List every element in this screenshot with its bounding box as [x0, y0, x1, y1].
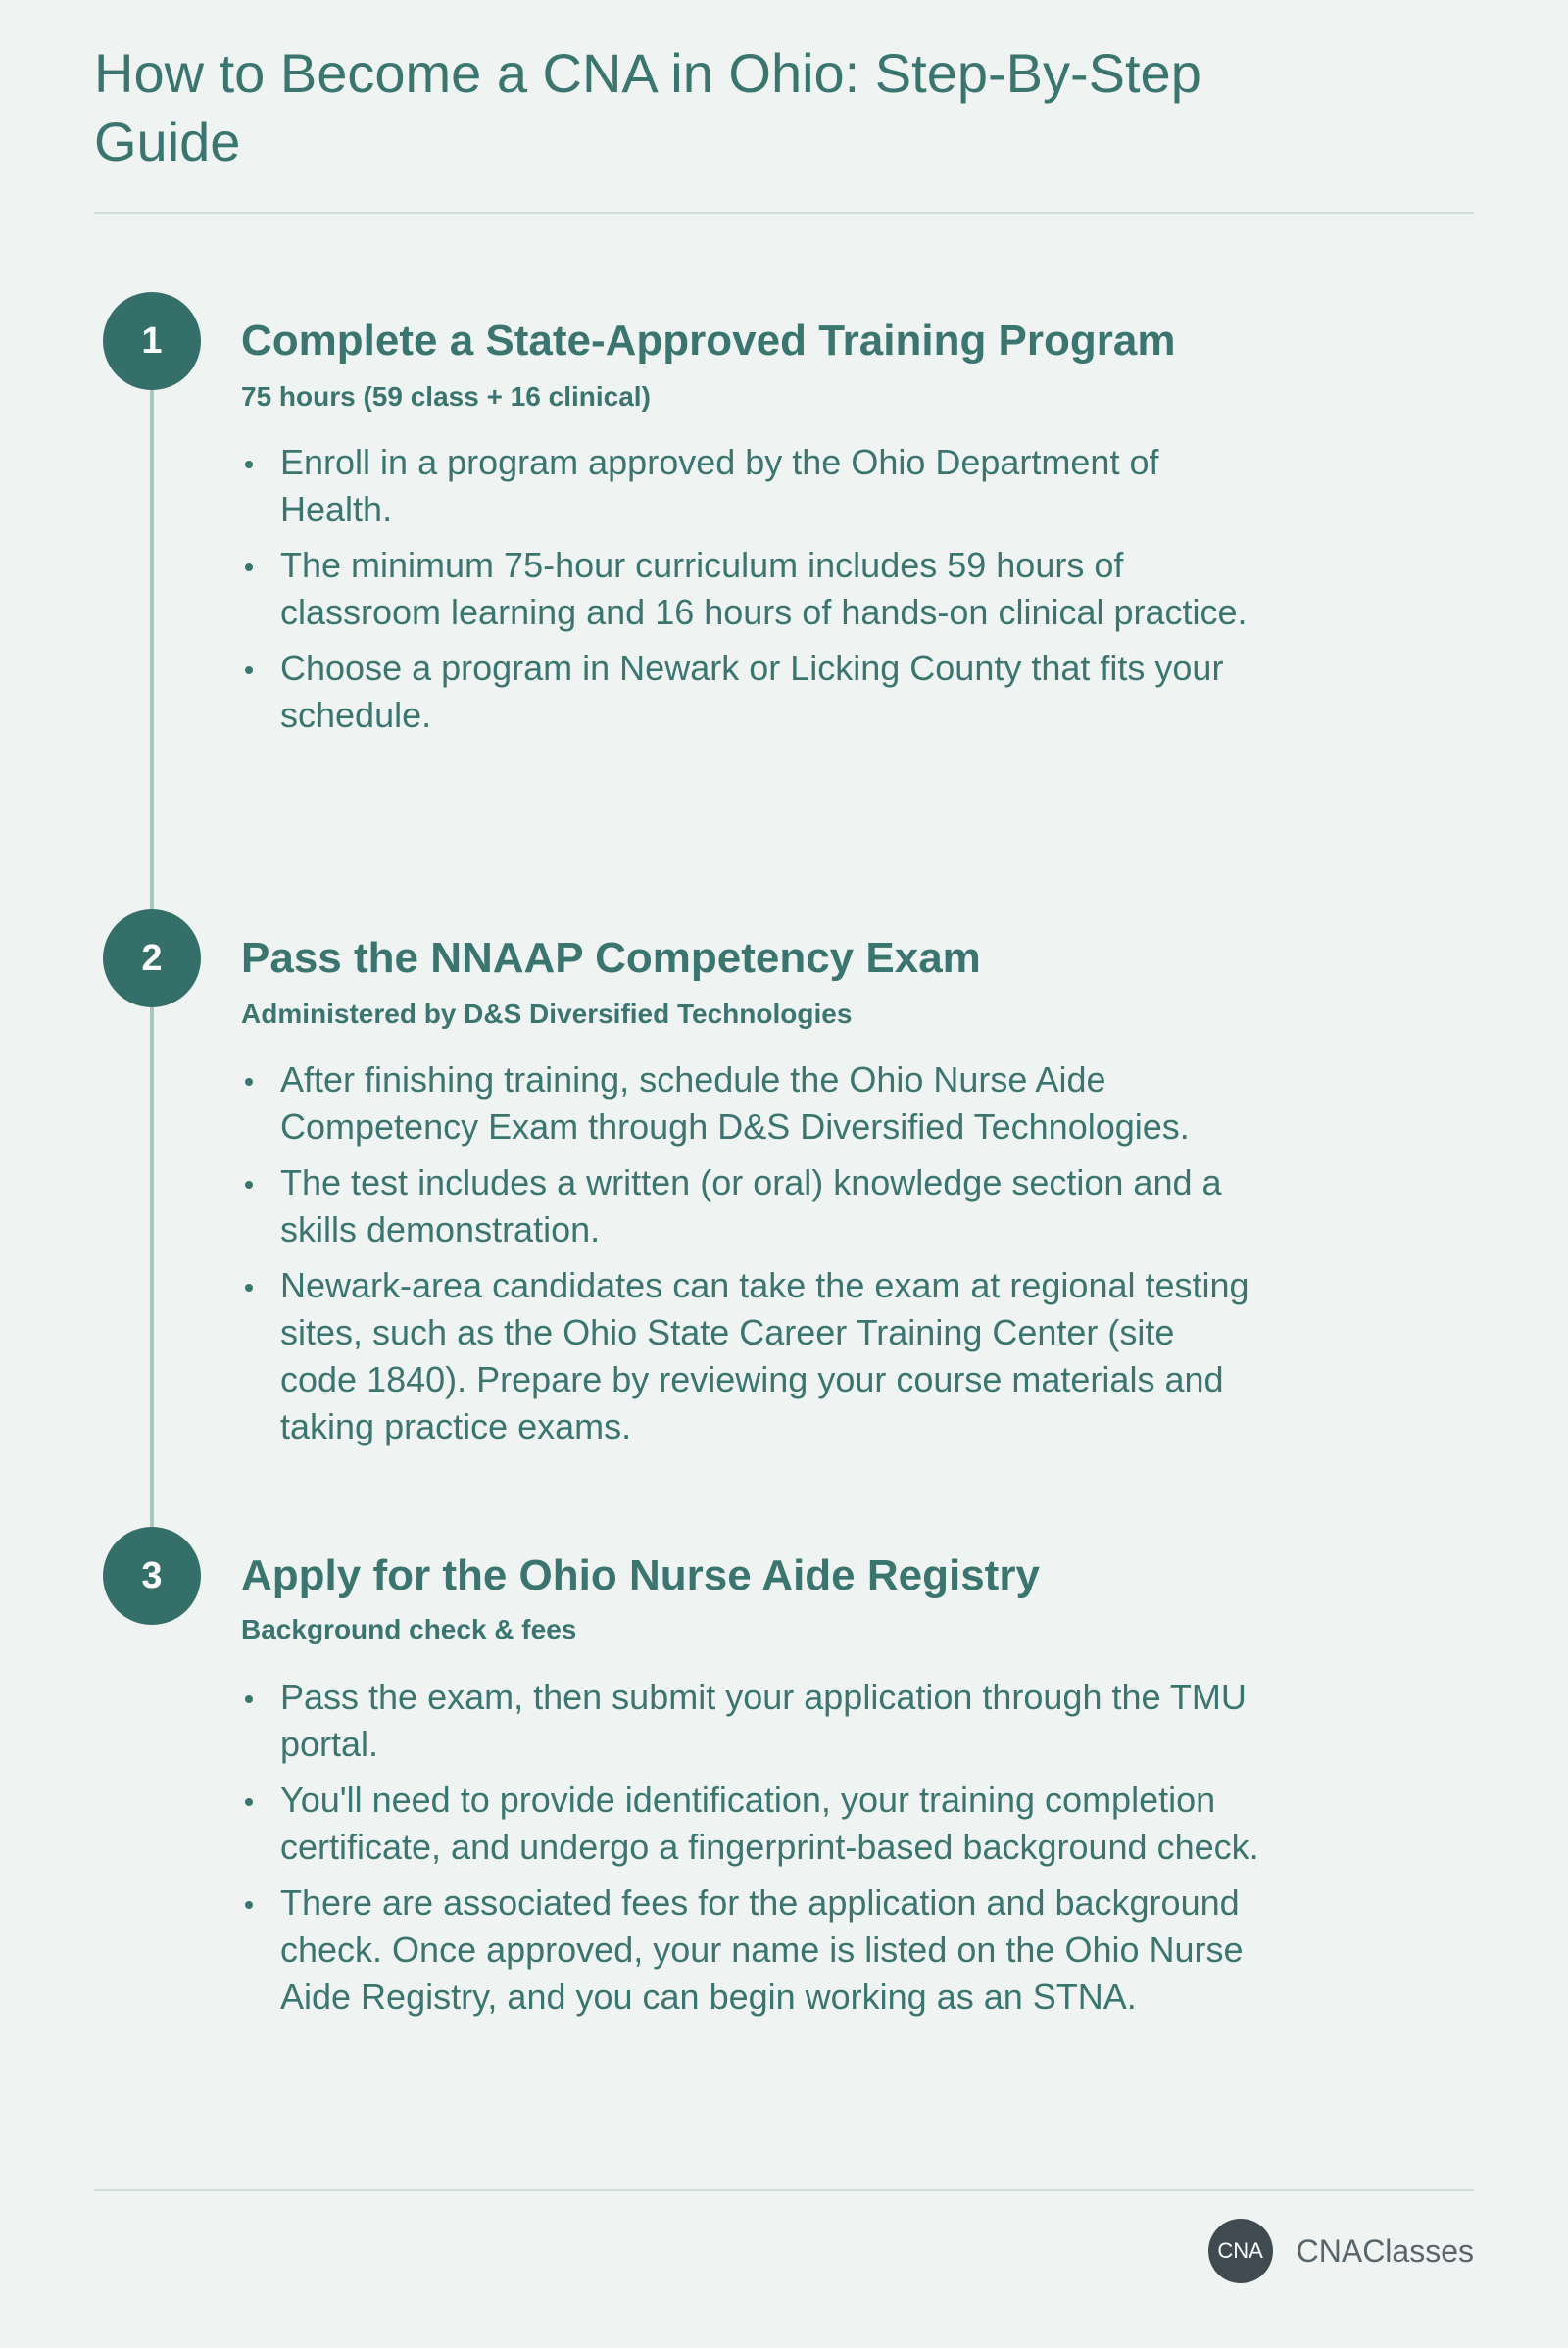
step-title-3: Apply for the Ohio Nurse Aide Registry	[241, 1551, 1040, 1599]
step-number-badge-2: 2	[103, 909, 201, 1007]
step-subtitle-1: 75 hours (59 class + 16 clinical)	[241, 381, 651, 412]
step-subtitle-2: Administered by D&S Diversified Technologies	[241, 999, 853, 1029]
step-number-badge-3: 3	[103, 1527, 201, 1625]
timeline-connector-1-2	[150, 353, 154, 911]
list-item: Pass the exam, then submit your application through the TMU portal.	[241, 1674, 1260, 1768]
list-item: After finishing training, schedule the Ohio Nurse Aide Competency Exam through D&S Diversified Technologies.	[241, 1056, 1260, 1150]
list-item: The test includes a written (or oral) knowledge section and a skills demonstration.	[241, 1159, 1260, 1253]
step-subtitle-3: Background check & fees	[241, 1614, 577, 1644]
list-item: Choose a program in Newark or Licking County that fits your schedule.	[241, 645, 1260, 739]
brand-logo-icon: CNA	[1208, 2219, 1273, 2283]
step-bullet-list-1	[241, 439, 1260, 748]
footer-divider	[94, 2189, 1474, 2191]
list-item: The minimum 75-hour curriculum includes 59 hours of classroom learning and 16 hours of hands-on clinical practice.	[241, 542, 1260, 636]
list-item: You'll need to provide identification, your training completion certificate, and undergo a fingerprint-based background check.	[241, 1777, 1260, 1871]
header-divider	[94, 212, 1474, 214]
step-bullet-list-3	[241, 1674, 1260, 2030]
timeline-connector-2-3	[150, 1007, 154, 1531]
list-item: Newark-area candidates can take the exam at regional testing sites, such as the Ohio State Career Training Center (site code 1840). Prepare by reviewing your course materials and taking practice exams.	[241, 1262, 1260, 1450]
list-item: There are associated fees for the application and background check. Once approved, your name is listed on the Ohio Nurse Aide Registry, and you can begin working as an STNA.	[241, 1880, 1260, 2021]
step-title-2: Pass the NNAAP Competency Exam	[241, 934, 981, 982]
step-title-1: Complete a State-Approved Training Program	[241, 317, 1176, 365]
list-item: Enroll in a program approved by the Ohio Department of Health.	[241, 439, 1260, 533]
step-number-badge-1: 1	[103, 292, 201, 390]
page-title: How to Become a CNA in Ohio: Step-By-Step Guide	[94, 42, 1201, 172]
brand-name: CNAClasses	[1296, 2232, 1474, 2269]
step-bullet-list-2	[241, 1056, 1260, 1459]
footer-brand	[1208, 2217, 1474, 2285]
